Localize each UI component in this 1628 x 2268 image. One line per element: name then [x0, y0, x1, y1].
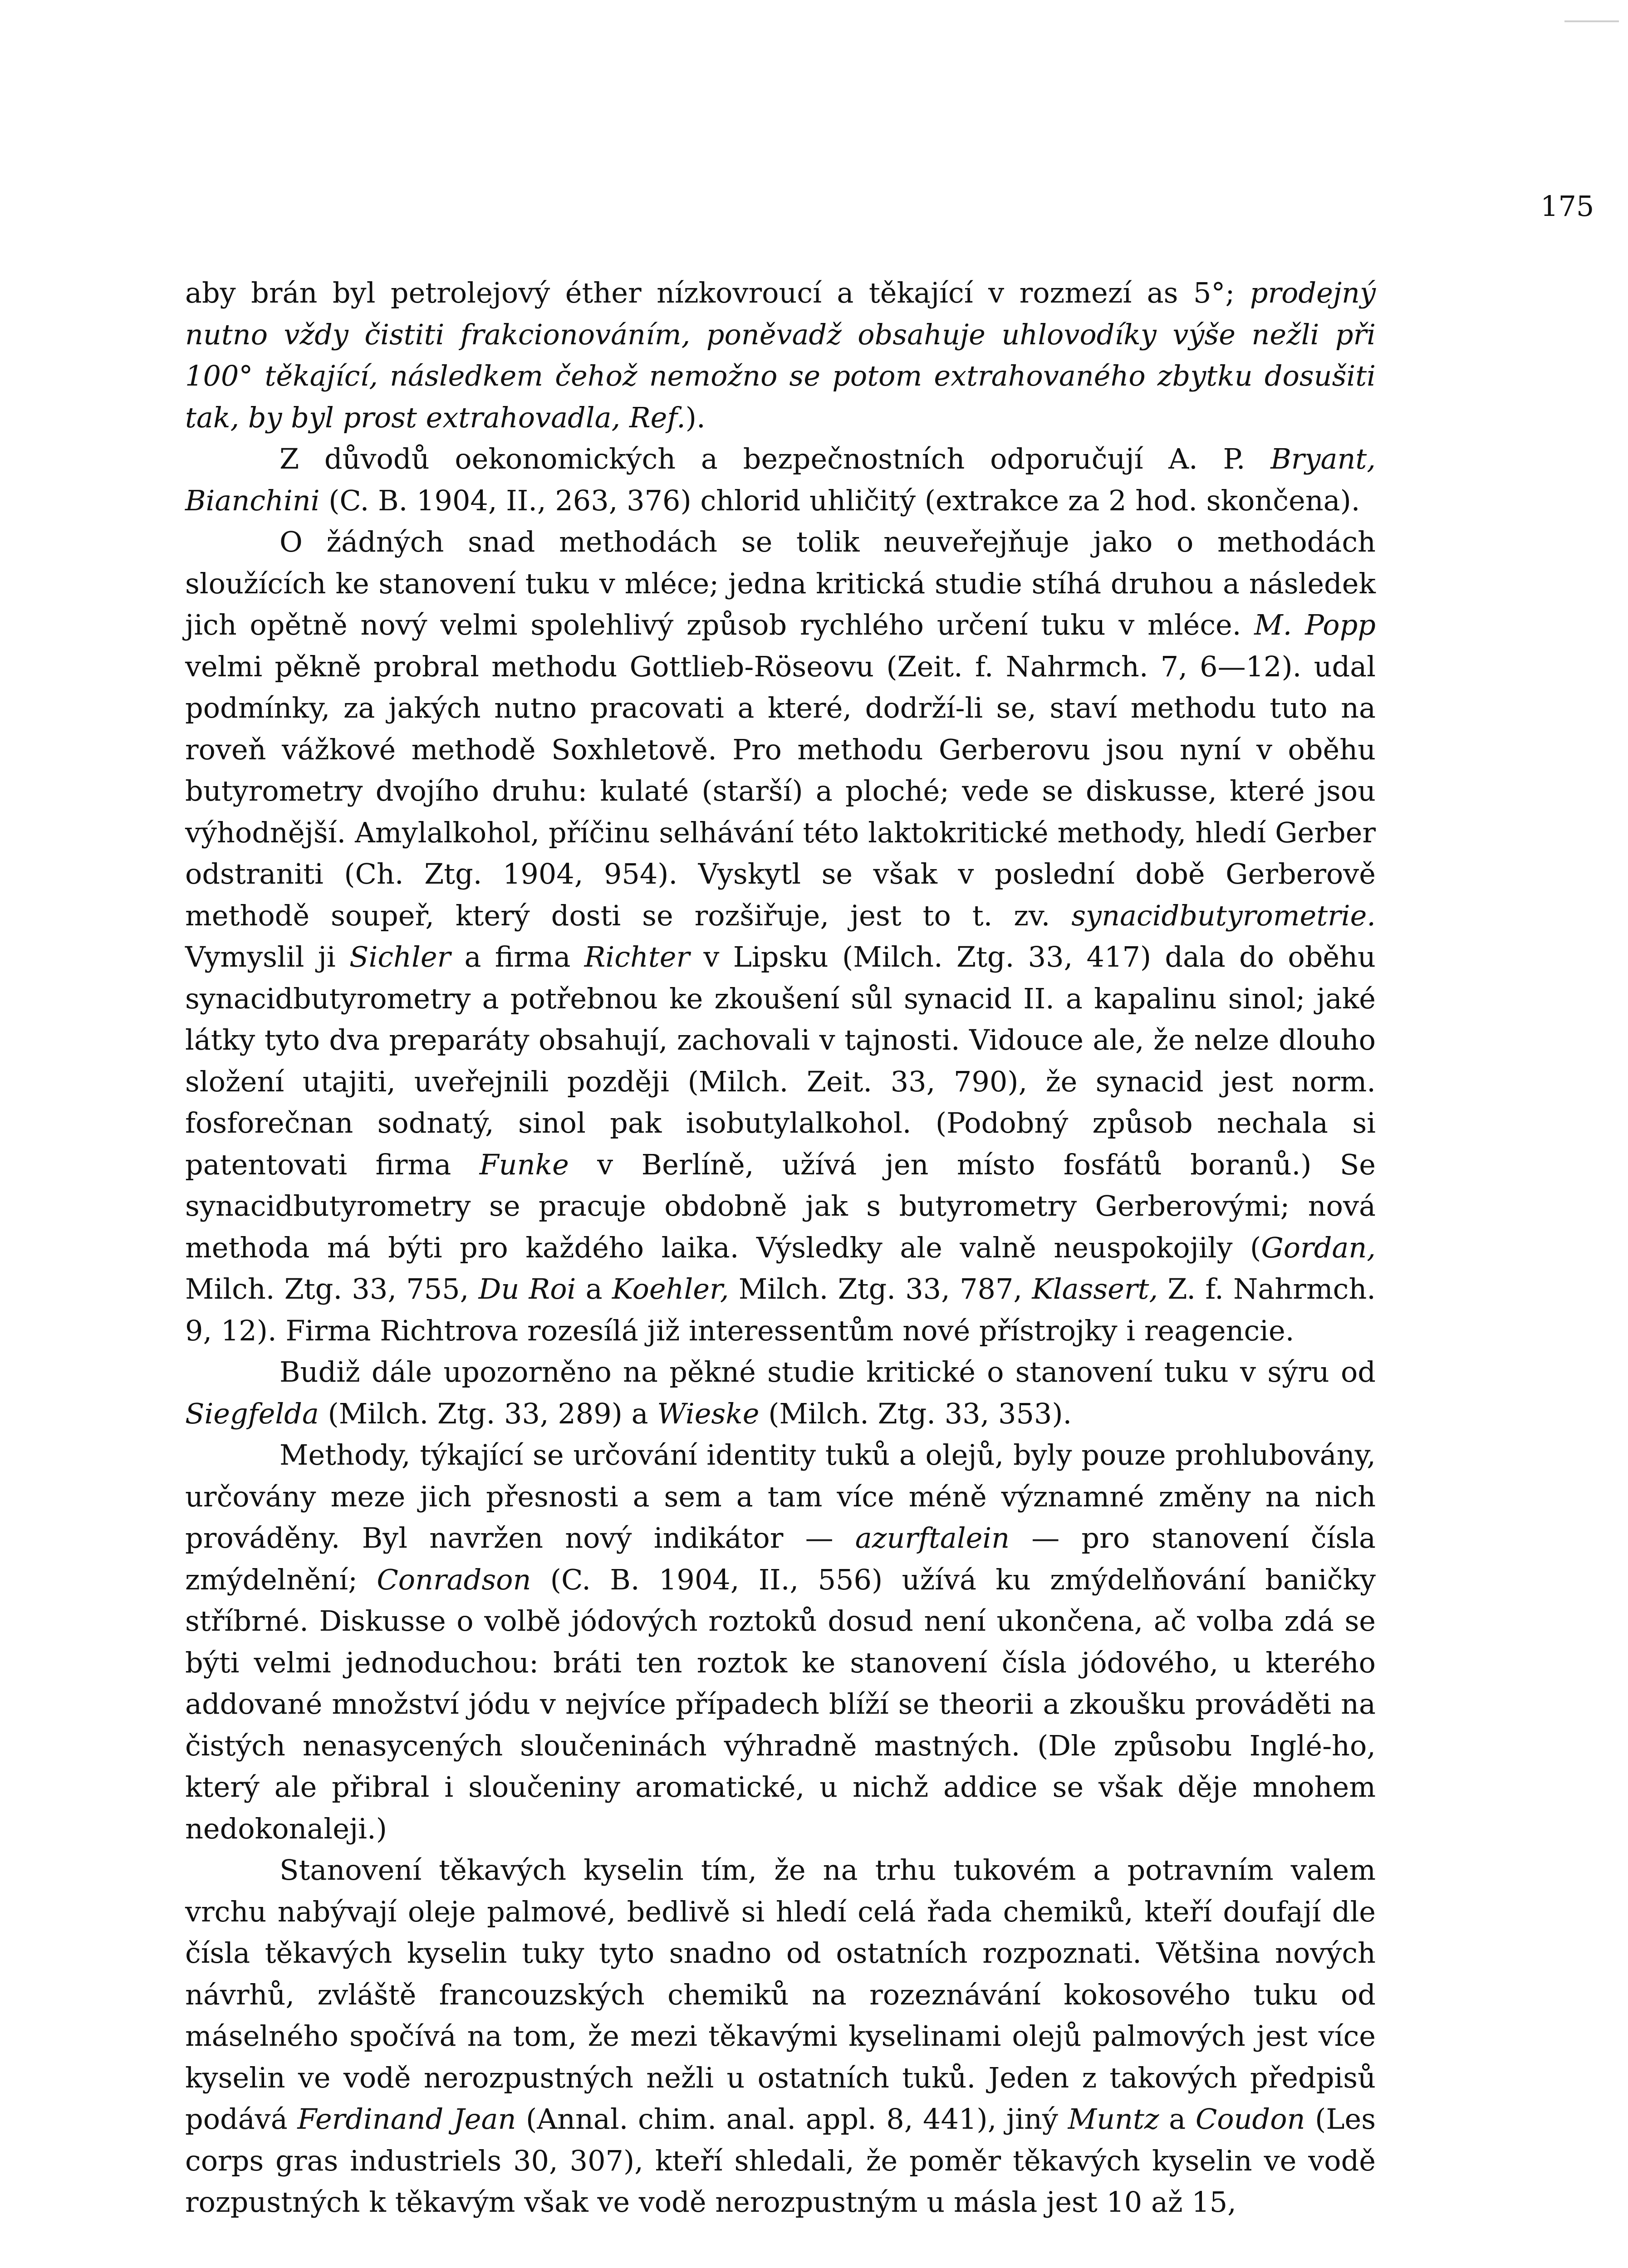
- text-run: v Lipsku (Milch. Ztg. 33, 417) dala do oběhu synacidbutyrometry a potřebnou ke zkoušení sůl synacid II. a kapalinu sinol; jaké látky tyto dva preparáty obsahují, zachovali v tajnosti. Vidouce ale, že nelze dlouho složení utajiti, uveřejnili později (Milch. Zeit. 33, 790), že synacid jest norm. fosforečnan sodnatý, sinol pak isobutylalkohol. (Podobný způsob nechala si patentovati firma: [185, 940, 1376, 1181]
- text-run: velmi pěkně probral methodu Gottlieb-Röseovu (Zeit. f. Nahrmch. 7, 6—12). udal podmínky, za jakých nutno pracovati a které, dodrží-li se, staví methodu tuto na roveň vážkové methodě Soxhletově. Pro methodu Gerberovu jsou nyní v oběhu butyrometry dvojího druhu: kulaté (starší) a ploché; vede se diskusse, které jsou výhodnější. Amylalkohol, příčinu selhávání této laktokritické methody, hledí Gerber odstraniti (Ch. Ztg. 1904, 954). Vyskytl se však v poslední době Gerberově methodě soupeř, který dosti se rozšiřuje, jest to t. zv.: [185, 650, 1376, 932]
- italic-text: Du Roi: [478, 1272, 576, 1305]
- italic-text: Bryant, Bianchini: [185, 442, 1376, 517]
- italic-text: Koehler,: [612, 1272, 729, 1305]
- text-run: Vymyslil ji: [185, 940, 350, 973]
- text-run: (Milch. Ztg. 33, 353).: [759, 1397, 1072, 1430]
- page-number: 175: [1540, 190, 1594, 223]
- italic-text: Gordan,: [1261, 1231, 1376, 1264]
- text-run: (C. B. 1904, II., 556) užívá ku zmýdelňování baničky stříbrné. Diskusse o volbě jódových roztoků dosud není ukončena, ač volba zdá se býti velmi jednoduchou: bráti ten roztok ke stanovení čísla jódového, u kterého addované množství jódu v nejvíce případech blíží se theorii a zkoušku prováděti na čistých nenasycených sloučeninách výhradně mastných. (Dle způsobu Inglé-ho, který ale přibral i sloučeniny aromatické, u nichž addice se však děje mnohem nedokonaleji.): [185, 1563, 1376, 1845]
- italic-text: Coudon: [1195, 2102, 1305, 2136]
- text-run: Z. f. Nahrmch. 9, 12). Firma Richtrova rozesílá již interessentům nové přístrojky i reagencie.: [185, 1272, 1376, 1347]
- scan-edge-mark: [1564, 20, 1619, 22]
- text-run: (Annal. chim. anal. appl. 8, 441), jiný: [516, 2102, 1068, 2136]
- italic-text: Richter: [584, 940, 690, 973]
- text-run: a firma: [451, 940, 584, 973]
- paragraph-p2: [185, 438, 1376, 521]
- italic-text: Conradson: [377, 1563, 531, 1596]
- paragraph-p6: [185, 1849, 1376, 2223]
- text-run: O žádných snad methodách se tolik neuveřejňuje jako o methodách sloužících ke stanovení tuku v mléce; jedna kritická studie stíhá druhou a následek jich opětně nový velmi spolehlivý způsob rychlého určení tuku v mléce.: [185, 525, 1376, 641]
- text-run: a: [1159, 2102, 1196, 2136]
- text-run: (Les corps gras industriels 30, 307), kteří shledali, že poměr těkavých kyselin ve vodě rozpustných k těkavým však ve vodě nerozpustným u másla jest 10 až 15,: [185, 2102, 1376, 2219]
- italic-text: Sichler: [349, 940, 451, 973]
- paragraph-p3: [185, 521, 1376, 1351]
- text-run: Budiž dále upozorněno na pěkné studie kritické o stanovení tuku v sýru od: [280, 1355, 1376, 1388]
- text-run: Milch. Ztg. 33, 787,: [729, 1272, 1032, 1305]
- paragraph-p4: [185, 1351, 1376, 1434]
- text-run: a: [576, 1272, 612, 1305]
- italic-text: Klassert,: [1032, 1272, 1158, 1305]
- italic-text: azurftalein: [855, 1521, 1010, 1554]
- text-run: Methody, týkající se určování identity tuků a olejů, byly pouze prohlubovány, určovány meze jich přesnosti a sem a tam více méně významné změny na nich prováděny. Byl navržen nový indikátor —: [185, 1438, 1376, 1554]
- italic-text: Siegfelda: [185, 1397, 319, 1430]
- text-run: Milch. Ztg. 33, 755,: [185, 1272, 479, 1305]
- text-run: aby brán byl petrolejový éther nízkovroucí a těkající v rozmezí as 5°;: [185, 276, 1250, 309]
- italic-text: Ferdinand Jean: [297, 2102, 516, 2136]
- italic-text: prodejný nutno vždy čistiti frakcionováním, poněvadž obsahuje uhlovodíky výše nežli při 100° těkající, následkem čehož nemožno se potom extrahovaného zbytku dosušiti tak, by byl prost extrahovadla, Ref.: [185, 276, 1376, 434]
- italic-text: Wieske: [657, 1397, 760, 1430]
- text-run: Z důvodů oekonomických a bezpečnostních odporučují A. P.: [280, 442, 1271, 475]
- italic-text: Funke: [479, 1148, 569, 1181]
- paragraph-p5: [185, 1434, 1376, 1849]
- text-run: — pro stanovení čísla zmýdelnění;: [185, 1521, 1376, 1596]
- text-run: Stanovení těkavých kyselin tím, že na trhu tukovém a potravním valem vrchu nabývají oleje palmové, bedlivě si hledí celá řada chemiků, kteří doufají dle čísla těkavých kyselin tuky tyto snadno od ostatních rozpoznati. Většina nových návrhů, zvláště francouzských chemiků na rozeznávání kokosového tuku od máselného spočívá na tom, že mezi těkavými kyselinami olejů palmových jest více kyselin ve vodě nerozpustných nežli u ostatních tuků. Jeden z takových předpisů podává: [185, 1853, 1376, 2136]
- body-text: [185, 272, 1376, 2223]
- text-run: ).: [685, 401, 706, 434]
- italic-text: Muntz: [1068, 2102, 1159, 2136]
- italic-text: synacidbutyrometrie.: [1071, 899, 1376, 932]
- text-run: v Berlíně, užívá jen místo fosfátů boranů.) Se synacidbutyrometry se pracuje obdobně jak s butyrometry Gerberovými; nová methoda má býti pro každého laika. Výsledky ale valně neuspokojily (: [185, 1148, 1376, 1264]
- text-run: (Milch. Ztg. 33, 289) a: [319, 1397, 657, 1430]
- text-run: (C. B. 1904, II., 263, 376) chlorid uhličitý (extrakce za 2 hod. skončena).: [319, 484, 1360, 517]
- italic-text: M. Popp: [1254, 608, 1376, 641]
- paragraph-p1: [185, 272, 1376, 438]
